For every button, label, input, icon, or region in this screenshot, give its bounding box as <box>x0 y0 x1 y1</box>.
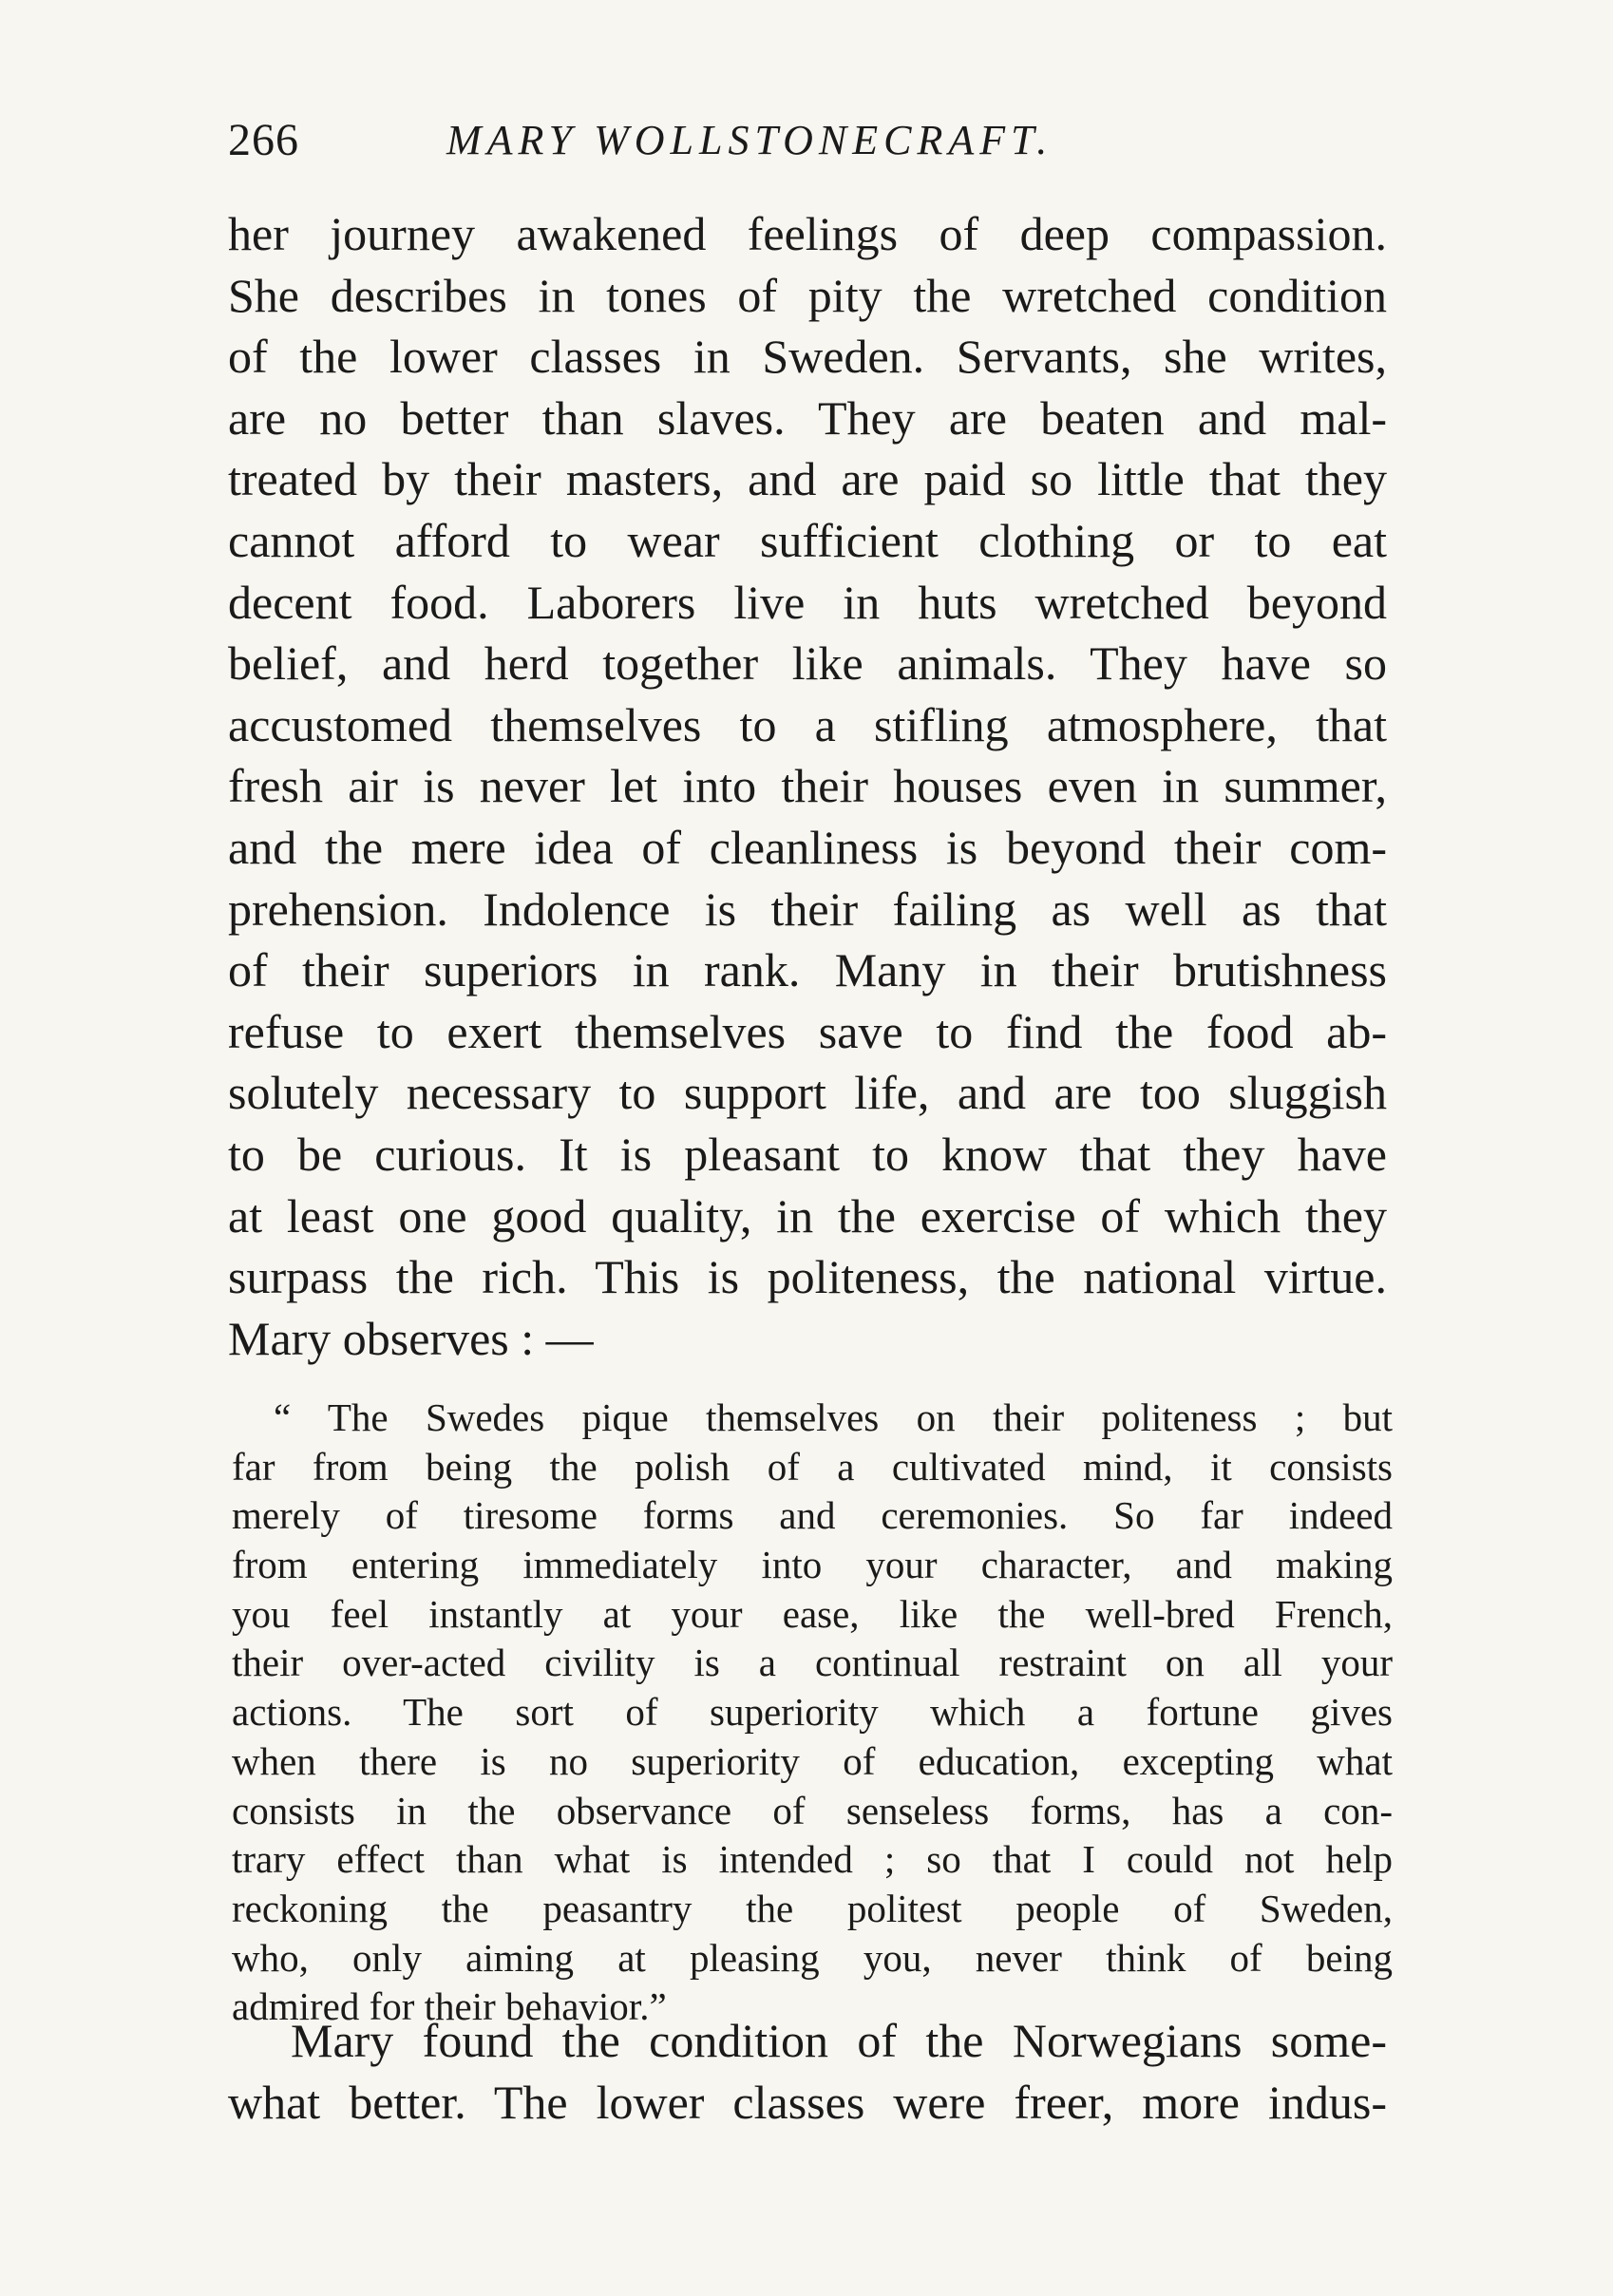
quote-line: you feel instantly at your ease, like the well-bred French, <box>232 1591 1393 1636</box>
quote-line: who, only aiming at pleasing you, never think of being <box>232 1935 1393 1980</box>
quote-line: far from being the polish of a cultivated mind, it consists <box>232 1444 1393 1489</box>
text-line: are no better than slaves. They are beaten and mal- <box>228 390 1387 445</box>
text-line: Mary observes : — <box>228 1311 594 1365</box>
quote-line: actions. The sort of superiority which a fortune gives <box>232 1690 1393 1735</box>
text-line: accustomed themselves to a stifling atmosphere, that <box>228 697 1387 751</box>
block-quote <box>232 1394 1393 2032</box>
quote-line: consists in the observance of senseless forms, has a con- <box>232 1788 1393 1832</box>
text-line: her journey awakened feelings of deep compassion. <box>228 207 1387 260</box>
text-line: She describes in tones of pity the wretched condition <box>228 268 1387 322</box>
text-line: of the lower classes in Sweden. Servants, she writes, <box>228 330 1387 384</box>
running-title: MARY WOLLSTONECRAFT. <box>446 117 1053 163</box>
text-line: of their superiors in rank. Many in their brutishness <box>228 943 1387 997</box>
text-line: to be curious. It is pleasant to know that they have <box>228 1127 1387 1181</box>
quote-line: their over-acted civility is a continual restraint on all your <box>232 1641 1393 1685</box>
text-line: treated by their masters, and are paid so little that they <box>228 452 1387 506</box>
text-line: surpass the rich. This is politeness, the national virtue. <box>228 1250 1387 1304</box>
quote-line: from entering immediately into your character, and making <box>232 1543 1393 1587</box>
text-line: cannot afford to wear sufficient clothing or to eat <box>228 513 1387 567</box>
text-line: and the mere idea of cleanliness is beyond their com- <box>228 820 1387 874</box>
text-line: solutely necessary to support life, and are too sluggish <box>228 1066 1387 1120</box>
quote-line: trary effect than what is intended ; so that I could not help <box>232 1837 1393 1882</box>
quote-line: admired for their behavior.” <box>232 1984 667 2029</box>
quote-line: “ The Swedes pique themselves on their politeness ; but <box>274 1395 1393 1439</box>
page-header <box>228 103 1396 179</box>
quote-line: when there is no superiority of education, excepting what <box>232 1738 1393 1783</box>
quote-line: merely of tiresome forms and ceremonies. So far indeed <box>232 1493 1393 1538</box>
text-line: belief, and herd together like animals. They have so <box>228 636 1387 691</box>
text-line: prehension. Indolence is their failing as well as that <box>228 882 1387 936</box>
text-line: Mary found the condition of the Norwegians some- <box>291 2014 1387 2067</box>
quote-line: reckoning the peasantry the politest people of Sweden, <box>232 1886 1393 1930</box>
text-line: what better. The lower classes were freer, more indus- <box>228 2075 1387 2129</box>
text-line: at least one good quality, in the exercise of which they <box>228 1188 1387 1243</box>
text-line: decent food. Laborers live in huts wretched beyond <box>228 575 1387 629</box>
text-line: fresh air is never let into their houses even in summer, <box>228 759 1387 813</box>
page-number: 266 <box>228 115 299 165</box>
paragraph-main <box>228 203 1387 1369</box>
paragraph-continuation <box>228 2010 1387 2133</box>
text-line: refuse to exert themselves save to find the food ab- <box>228 1004 1387 1058</box>
